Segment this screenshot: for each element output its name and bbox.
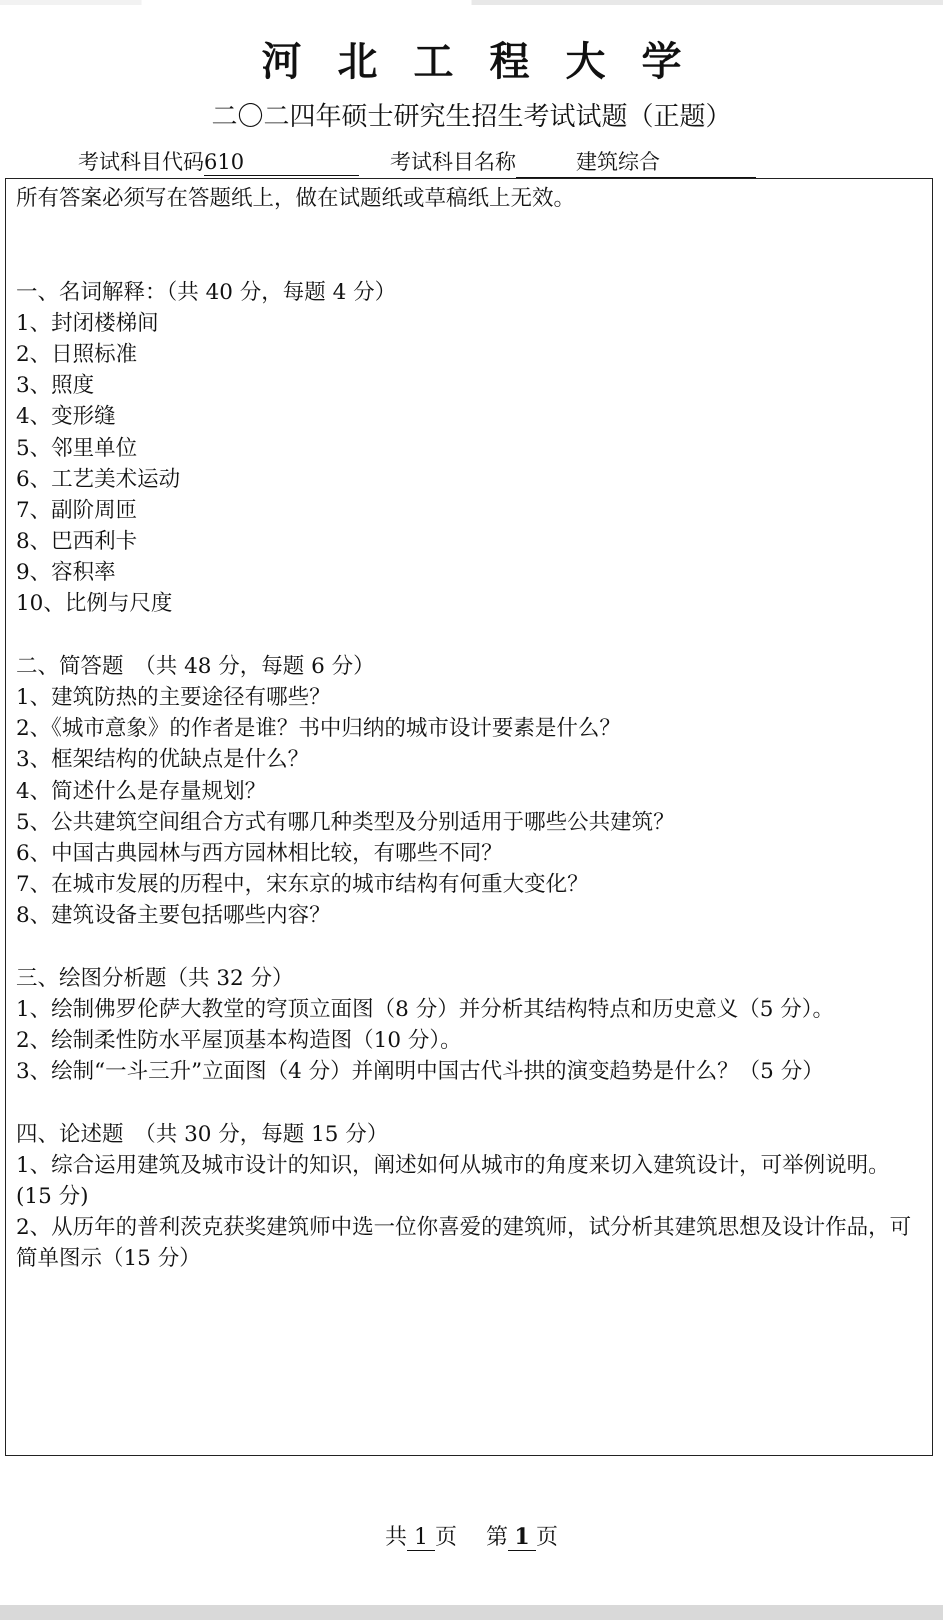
page-unit: 页 <box>536 1525 559 1550</box>
bottom-scrollbar[interactable] <box>0 1605 943 1620</box>
answer-notice: 所有答案必须写在答题纸上，做在试题纸或草稿纸上无效。 <box>16 186 576 211</box>
subject-name-line <box>390 146 756 178</box>
question-item: 6、工艺美术运动 <box>16 466 181 492</box>
question-item: 4、简述什么是存量规划？ <box>16 778 267 804</box>
total-prefix: 共 <box>384 1525 407 1550</box>
subject-name-label: 考试科目名称 <box>390 150 516 174</box>
section-heading: 三、绘图分析题（共 32 分） <box>16 965 294 991</box>
page-unit: 页 <box>434 1525 457 1550</box>
question-item: 1、建筑防热的主要途径有哪些？ <box>16 685 331 711</box>
top-window-edge <box>0 0 943 5</box>
section-heading: 一、名词解释：（共 40 分，每题 4 分） <box>16 279 397 305</box>
question-item: 1、综合运用建筑及城市设计的知识，阐述如何从城市的角度来切入建筑设计，可举例说明。(15 分) <box>16 1152 890 1210</box>
section-heading: 二、简答题 （共 48 分，每题 6 分） <box>16 653 375 679</box>
subject-name-value: 建筑综合 <box>516 146 756 178</box>
subject-code-label: 考试科目代码 <box>78 150 204 174</box>
question-item: 7、副阶周匝 <box>16 497 138 523</box>
question-item: 10、比例与尺度 <box>16 591 173 617</box>
question-item: 5、公共建筑空间组合方式有哪几种类型及分别适用于哪些公共建筑？ <box>16 809 675 835</box>
page-footer <box>0 1520 943 1551</box>
question-item: 5、邻里单位 <box>16 435 138 461</box>
question-item: 1、绘制佛罗伦萨大教堂的穹顶立面图（8 分）并分析其结构特点和历史意义（5 分）。 <box>16 996 834 1022</box>
question-item: 8、巴西利卡 <box>16 529 138 555</box>
question-item: 2、从历年的普利茨克获奖建筑师中选一位你喜爱的建筑师，试分析其建筑思想及设计作品，可简单图示（15 分） <box>16 1215 912 1272</box>
question-item: 9、容积率 <box>16 560 116 586</box>
question-box <box>5 178 933 1456</box>
question-item: 2、绘制柔性防水平屋顶基本构造图（10 分）。 <box>16 1028 462 1054</box>
question-content <box>16 183 921 1275</box>
question-item: 2、日照标准 <box>16 341 138 367</box>
current-page: 1 <box>508 1524 536 1551</box>
question-item: 3、框架结构的优缺点是什么？ <box>16 747 310 773</box>
current-prefix: 第 <box>486 1525 509 1550</box>
university-name: 河北工程大学 <box>261 38 718 85</box>
question-item: 4、变形缝 <box>16 404 116 430</box>
subject-code-value: 610 <box>204 150 359 176</box>
section-heading: 四、论述题 （共 30 分，每题 15 分） <box>16 1121 389 1147</box>
subject-code-line <box>78 146 359 176</box>
question-item: 3、绘制“一斗三升”立面图（4 分）并阐明中国古代斗拱的演变趋势是什么？（5 分） <box>16 1059 824 1085</box>
question-item: 2、《城市意象》的作者是谁？书中归纳的城市设计要素是什么？ <box>16 716 621 742</box>
total-pages: 1 <box>407 1525 435 1551</box>
question-item: 8、建筑设备主要包括哪些内容？ <box>16 903 331 929</box>
exam-title: 二〇二四年硕士研究生招生考试试题（正题） <box>211 102 732 132</box>
question-item: 6、中国古典园林与西方园林相比较，有哪些不同？ <box>16 840 503 866</box>
question-item: 3、照度 <box>16 373 95 399</box>
question-item: 7、在城市发展的历程中，宋东京的城市结构有何重大变化？ <box>16 872 589 898</box>
question-item: 1、封闭楼梯间 <box>16 310 159 336</box>
